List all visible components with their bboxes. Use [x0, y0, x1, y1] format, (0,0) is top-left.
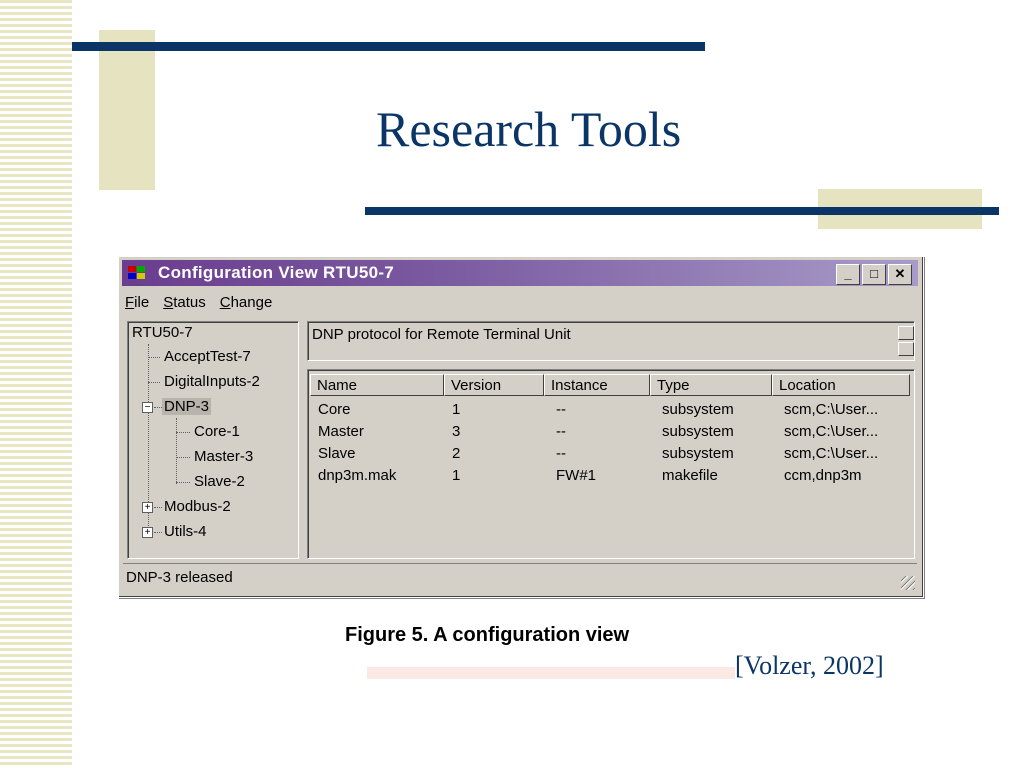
status-text: DNP-3 released — [126, 569, 233, 586]
expand-icon[interactable]: + — [142, 527, 153, 538]
cell-location: scm,C:\User... — [784, 401, 879, 418]
cell-name: Master — [318, 423, 364, 440]
tree-connector — [148, 382, 160, 383]
menu-file-label: File — [125, 294, 150, 311]
configuration-window — [118, 256, 924, 598]
menu-status[interactable] — [163, 294, 206, 314]
tree-item-slave-2[interactable]: Slave-2 — [194, 473, 245, 490]
menu-file[interactable] — [125, 294, 149, 314]
expand-icon[interactable]: + — [142, 502, 153, 513]
app-icon — [128, 266, 150, 280]
tree-item-dnp-3[interactable]: DNP-3 — [164, 398, 210, 415]
slide-top-rule — [72, 42, 705, 51]
table-row[interactable] — [308, 401, 908, 423]
cell-type: subsystem — [662, 401, 734, 418]
column-header-instance[interactable]: Instance — [544, 374, 650, 396]
cell-name: Slave — [318, 445, 356, 462]
cell-type: subsystem — [662, 423, 734, 440]
tree-view[interactable] — [127, 321, 299, 559]
tree-connector — [148, 357, 160, 358]
tree-connector — [154, 407, 162, 408]
citation-highlight-decoration — [367, 667, 735, 679]
slide-left-stripe-decoration — [0, 0, 72, 768]
collapse-icon[interactable]: − — [142, 402, 153, 413]
status-bar — [123, 563, 917, 592]
tree-item-utils-4[interactable]: Utils-4 — [164, 523, 207, 540]
slide-tan-block-decoration — [99, 30, 155, 190]
scroll-down-button[interactable] — [898, 342, 914, 356]
tree-item-master-3[interactable]: Master-3 — [194, 448, 254, 465]
cell-location: ccm,dnp3m — [784, 467, 862, 484]
cell-instance: -- — [556, 401, 566, 418]
tree-connector — [176, 418, 177, 484]
table-row[interactable] — [308, 445, 908, 467]
table-row[interactable] — [308, 467, 908, 489]
slide-title-rule — [365, 207, 999, 215]
cell-name: dnp3m.mak — [318, 467, 397, 484]
menu-change[interactable] — [220, 294, 273, 314]
cell-version: 1 — [452, 401, 461, 418]
minimize-button[interactable]: _ — [836, 264, 860, 285]
tree-item-digitalinputs-2[interactable]: DigitalInputs-2 — [164, 373, 260, 390]
cell-type: subsystem — [662, 445, 734, 462]
tree-root-rtu50-7[interactable]: RTU50-7 — [132, 324, 193, 341]
maximize-button[interactable]: □ — [862, 264, 886, 285]
window-title: Configuration View RTU50-7 — [158, 263, 395, 282]
tree-connector — [176, 432, 190, 433]
table-row[interactable] — [308, 423, 908, 445]
column-header-name[interactable]: Name — [310, 374, 444, 396]
tree-connector — [176, 482, 190, 483]
description-scrollbar[interactable] — [898, 326, 912, 356]
components-table[interactable] — [307, 369, 915, 559]
figure-caption: Figure 5. A configuration view — [345, 624, 630, 646]
description-text: DNP protocol for Remote Terminal Unit — [312, 326, 571, 343]
citation: [Volzer, 2002] — [735, 651, 884, 680]
cell-version: 1 — [452, 467, 461, 484]
tree-item-accepttest-7[interactable]: AcceptTest-7 — [164, 348, 251, 365]
resize-grip-icon[interactable] — [901, 576, 915, 590]
column-header-type[interactable]: Type — [650, 374, 772, 396]
tree-connector — [154, 507, 162, 508]
tree-connector — [154, 532, 162, 533]
cell-location: scm,C:\User... — [784, 423, 879, 440]
cell-version: 2 — [452, 445, 461, 462]
column-header-version[interactable]: Version — [444, 374, 544, 396]
scroll-up-button[interactable] — [898, 326, 914, 340]
description-box[interactable] — [307, 321, 915, 361]
menu-bar — [125, 294, 286, 314]
cell-version: 3 — [452, 423, 461, 440]
cell-instance: -- — [556, 445, 566, 462]
cell-instance: FW#1 — [556, 467, 597, 484]
slide-title: Research Tools — [376, 101, 682, 157]
cell-instance: -- — [556, 423, 566, 440]
window-titlebar[interactable] — [122, 260, 918, 286]
tree-item-core-1[interactable]: Core-1 — [194, 423, 240, 440]
cell-location: scm,C:\User... — [784, 445, 879, 462]
menu-status-label: Status — [163, 294, 206, 311]
close-button[interactable]: ✕ — [888, 264, 912, 285]
cell-name: Core — [318, 401, 351, 418]
cell-type: makefile — [662, 467, 718, 484]
menu-change-label: Change — [219, 294, 273, 311]
tree-item-modbus-2[interactable]: Modbus-2 — [164, 498, 231, 515]
tree-connector — [176, 457, 190, 458]
column-header-location[interactable]: Location — [772, 374, 910, 396]
